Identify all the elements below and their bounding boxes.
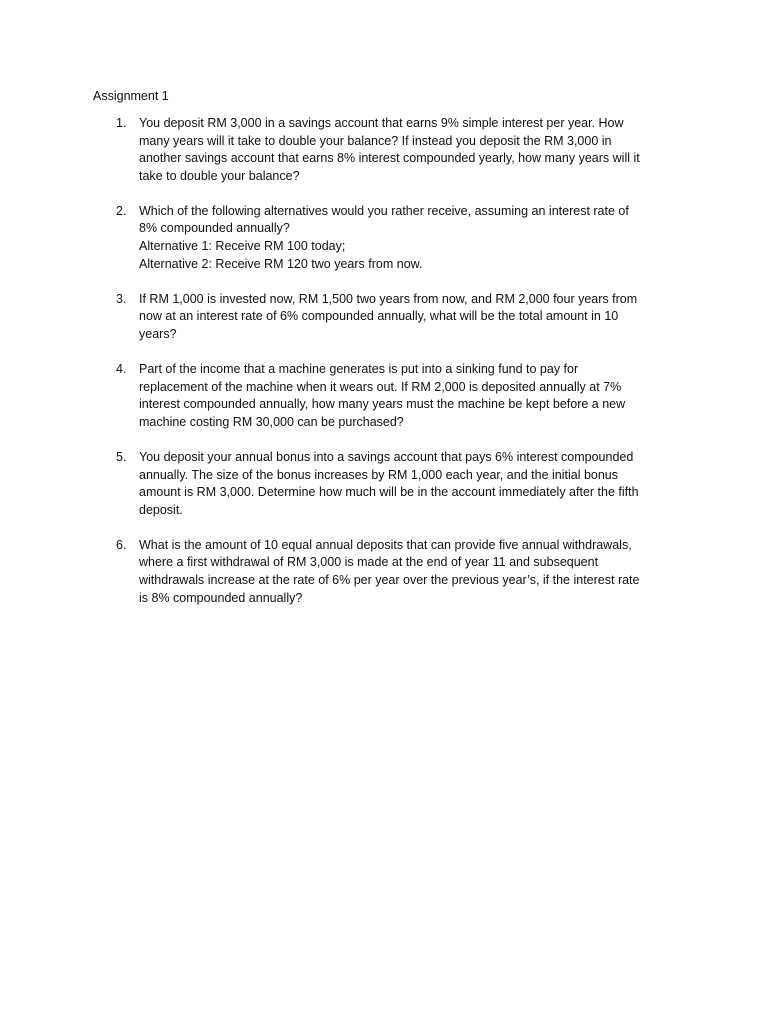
question-number: 6. [116, 537, 127, 552]
question-text-line: deposit. [139, 502, 183, 517]
question-item [0, 449, 679, 519]
question-text-line: Alternative 2: Receive RM 120 two years from now. [139, 256, 423, 271]
question-number: 2. [116, 203, 127, 218]
question-text-line: another savings account that earns 8% interest compounded yearly, how many years will it [139, 151, 640, 166]
question-text-line: replacement of the machine when it wears out. If RM 2,000 is deposited annually at 7% [139, 379, 622, 394]
question-item [0, 115, 679, 185]
question-text-line: 8% compounded annually? [139, 221, 290, 236]
question-list [0, 115, 768, 625]
question-item [0, 537, 679, 607]
question-text-line: now at an interest rate of 6% compounded annually, what will be the total amount in 10 [139, 309, 619, 324]
question-text-line: take to double your balance? [139, 168, 300, 183]
question-text-line: amount is RM 3,000. Determine how much will be in the account immediately after the fifth [139, 485, 639, 500]
question-text-line: machine costing RM 30,000 can be purchased? [139, 414, 404, 429]
question-number: 4. [116, 362, 127, 377]
question-text-line: Alternative 1: Receive RM 100 today; [139, 239, 346, 254]
question-text-line: where a first withdrawal of RM 3,000 is made at the end of year 11 and subsequent [139, 555, 599, 570]
document-title: Assignment 1 [93, 89, 169, 103]
question-text-line: withdrawals increase at the rate of 6% per year over the previous year’s, if the interest rate [139, 572, 640, 587]
question-text-line: interest compounded annually, how many years must the machine be kept before a new [139, 397, 626, 412]
question-text-line: annually. The size of the bonus increases by RM 1,000 each year, and the initial bonus [139, 467, 619, 482]
question-item [0, 203, 679, 273]
question-text-line: Which of the following alternatives would you rather receive, assuming an interest rate of [139, 203, 629, 218]
question-text-line: If RM 1,000 is invested now, RM 1,500 two years from now, and RM 2,000 four years from [139, 291, 638, 306]
question-text-line: You deposit RM 3,000 in a savings account that earns 9% simple interest per year. How [139, 116, 624, 130]
question-number: 3. [116, 291, 127, 306]
question-text-line: is 8% compounded annually? [139, 590, 303, 605]
question-item [0, 361, 679, 431]
question-text-line: Part of the income that a machine generates is put into a sinking fund to pay for [139, 362, 579, 377]
question-text-line: You deposit your annual bonus into a savings account that pays 6% interest compounded [139, 449, 634, 464]
question-number: 5. [116, 449, 127, 464]
question-text-line: many years will it take to double your balance? If instead you deposit the RM 3,000 in [139, 133, 612, 148]
question-text-line: years? [139, 326, 177, 341]
question-text-line: What is the amount of 10 equal annual deposits that can provide five annual withdrawals, [139, 537, 632, 552]
question-number: 1. [116, 116, 127, 130]
question-item [0, 291, 679, 344]
